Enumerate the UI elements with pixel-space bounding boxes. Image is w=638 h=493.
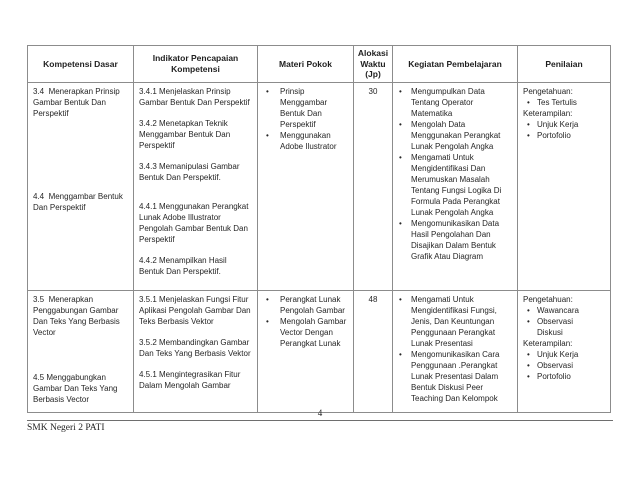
penilaian-item: • Unjuk Kerja <box>525 119 606 130</box>
footer-divider <box>27 420 613 421</box>
cell-penilaian-r2 <box>518 290 611 412</box>
penilaian-keterampilan-label: Keterampilan: <box>523 338 573 348</box>
materi-item: • Perangkat Lunak Pengolah Gambar <box>263 294 349 316</box>
col-header-penilaian: Penilaian <box>518 46 611 83</box>
materi-item: • Prinsip Menggambar Bentuk Dan Perspektif <box>263 86 349 130</box>
materi-list <box>263 86 349 152</box>
indikator-item: 3.4.2 Menetapkan Teknik Menggambar Bentuk Dan Perspektif <box>139 118 231 150</box>
penilaian-item: • Observasi Diskusi <box>525 316 606 338</box>
cell-kompetensi-dasar-r2 <box>28 290 134 412</box>
cell-indikator-r1 <box>134 82 258 290</box>
penilaian-keterampilan-label: Keterampilan: <box>523 108 573 118</box>
indikator-item: 3.5.1 Menjelaskan Fungsi Fitur Aplikasi Pengolah Gambar Dan Teks Berbasis Vektor <box>139 294 251 326</box>
penilaian-item: • Tes Tertulis <box>525 97 606 108</box>
materi-item: • Menggunakan Adobe Ilustrator <box>263 130 349 152</box>
materi-item: • Mengolah Gambar Vector Dengan Perangkat Lunak <box>263 316 349 349</box>
kegiatan-item: • Mengamati Untuk Mengidentifikasi Dan Merumuskan Masalah Tentang Fungsi Logika Di Formula Pada Perangkat Lunak Pengolah Angka <box>398 152 513 218</box>
penilaian-item: • Observasi <box>525 360 606 371</box>
kegiatan-item: • Mengolah Data Menggunakan Perangkat Lunak Pengolah Angka <box>398 119 513 152</box>
kompetensi-3-5: 3.5 Menerapkan Penggabungan Gambar Dan Teks Yang Berbasis Vector <box>33 294 122 337</box>
cell-penilaian-r1 <box>518 82 611 290</box>
cell-materi-pokok-r1 <box>258 82 354 290</box>
kompetensi-3-4: 3.4 Menerapkan Prinsip Gambar Bentuk Dan Perspektif <box>33 86 122 118</box>
penilaian-keterampilan-list <box>525 119 606 141</box>
penilaian-item: • Portofolio <box>525 130 606 141</box>
page-number: 4 <box>317 408 323 418</box>
materi-list <box>263 294 349 349</box>
kegiatan-list <box>398 86 513 262</box>
cell-indikator-r2 <box>134 290 258 412</box>
kegiatan-item: • Mengomunikasikan Data Hasil Pengolahan Dan Disajikan Dalam Bentuk Grafik Atau Diagram <box>398 218 513 262</box>
cell-kegiatan-r2 <box>393 290 518 412</box>
indikator-item: 3.4.3 Memanipulasi Gambar Bentuk Dan Perspektif. <box>139 161 240 182</box>
penilaian-pengetahuan-list <box>525 305 606 338</box>
kompetensi-4-4: 4.4 Menggambar Bentuk Dan Perspektif <box>33 191 126 212</box>
kegiatan-item: • Mengamati Untuk Mengidentifikasi Fungsi, Jenis, Dan Keuntungan Penggunaan Perangkat Lunak Presentasi <box>398 294 513 349</box>
cell-materi-pokok-r2 <box>258 290 354 412</box>
school-name: SMK Negeri 2 PATI <box>27 423 105 433</box>
penilaian-pengetahuan-label: Pengetahuan: <box>523 86 573 96</box>
indikator-item: 3.5.2 Membandingkan Gambar Dan Teks Yang Berbasis Vektor <box>139 337 251 358</box>
table-header-row <box>28 46 611 83</box>
cell-alokasi-waktu-r1: 30 <box>354 82 393 290</box>
table-row-kd-3-4 <box>28 82 611 290</box>
indikator-item: 3.4.1 Menjelaskan Prinsip Gambar Bentuk Dan Perspektif <box>139 86 250 107</box>
penilaian-pengetahuan-label: Pengetahuan: <box>523 294 573 304</box>
syllabus-table <box>27 45 611 413</box>
penilaian-pengetahuan-list <box>525 97 606 108</box>
penilaian-item: • Wawancara <box>525 305 606 316</box>
table-row-kd-3-5 <box>28 290 611 412</box>
col-header-kegiatan: Kegiatan Pembelajaran <box>393 46 518 83</box>
indikator-item: 4.4.1 Menggunakan Perangkat Lunak Adobe Illustrator Pengolah Gambar Bentuk Dan Perspektif <box>139 201 249 244</box>
penilaian-keterampilan-list <box>525 349 606 382</box>
col-header-materi-pokok: Materi Pokok <box>258 46 354 83</box>
cell-kompetensi-dasar-r1 <box>28 82 134 290</box>
cell-alokasi-waktu-r2: 48 <box>354 290 393 412</box>
kegiatan-item: • Mengumpulkan Data Tentang Operator Matematika <box>398 86 513 119</box>
kegiatan-list <box>398 294 513 404</box>
kegiatan-item: • Mengomunikasikan Cara Penggunaan .Perangkat Lunak Presentasi Dalam Bentuk Diskusi Peer Teaching Dan Kelompok <box>398 349 513 404</box>
penilaian-item: • Unjuk Kerja <box>525 349 606 360</box>
indikator-item: 4.4.2 Menampilkan Hasil Bentuk Dan Perspektif. <box>139 255 227 276</box>
penilaian-item: • Portofolio <box>525 371 606 382</box>
col-header-indikator: Indikator Pencapaian Kompetensi <box>134 46 258 83</box>
cell-kegiatan-r1 <box>393 82 518 290</box>
indikator-item: 4.5.1 Mengintegrasikan Fitur Dalam Mengolah Gambar <box>139 369 241 390</box>
col-header-alokasi-waktu: Alokasi Waktu (Jp) <box>354 46 393 83</box>
col-header-kompetensi-dasar: Kompetensi Dasar <box>28 46 134 83</box>
kompetensi-4-5: 4.5 Menggabungkan Gambar Dan Teks Yang Berbasis Vector <box>33 372 120 404</box>
